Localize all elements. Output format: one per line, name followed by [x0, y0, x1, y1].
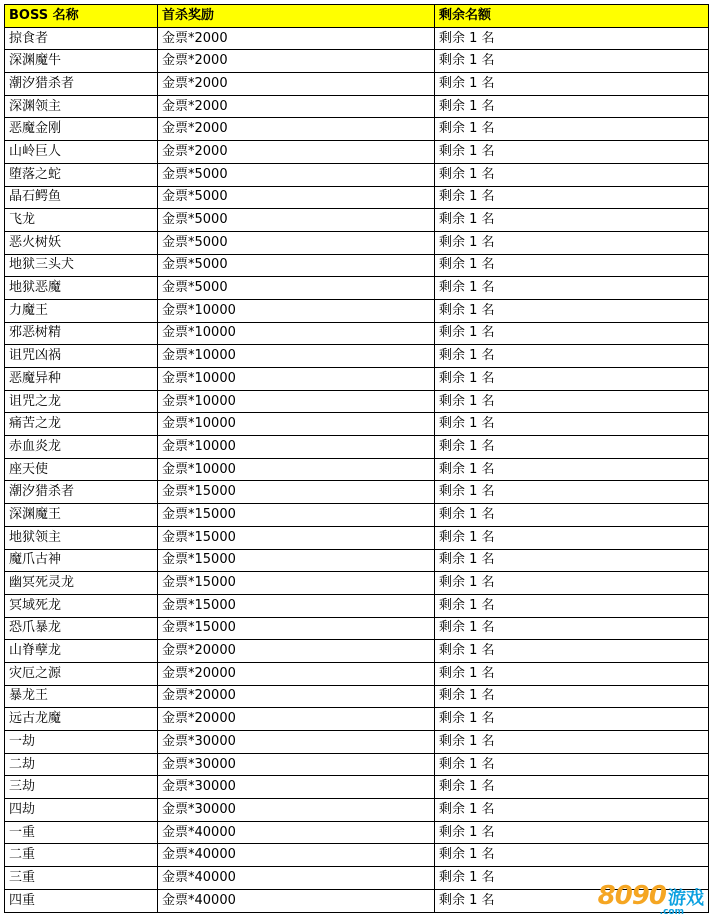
table-row — [5, 186, 709, 209]
quota-cell: 剩余 1 名 — [435, 753, 709, 776]
quota-cell: 剩余 1 名 — [435, 345, 709, 368]
quota-cell: 剩余 1 名 — [435, 708, 709, 731]
reward-cell: 金票*5000 — [158, 209, 435, 232]
reward-cell: 金票*15000 — [158, 481, 435, 504]
quota-cell: 剩余 1 名 — [435, 299, 709, 322]
reward-cell: 金票*2000 — [158, 141, 435, 164]
quota-cell: 剩余 1 名 — [435, 209, 709, 232]
table-row — [5, 776, 709, 799]
quota-cell: 剩余 1 名 — [435, 163, 709, 186]
quota-cell: 剩余 1 名 — [435, 186, 709, 209]
watermark-text: 游戏 — [668, 888, 704, 909]
reward-cell: 金票*2000 — [158, 50, 435, 73]
boss-name-cell: 力魔王 — [5, 299, 158, 322]
quota-cell: 剩余 1 名 — [435, 504, 709, 527]
boss-name-cell: 诅咒凶祸 — [5, 345, 158, 368]
quota-cell: 剩余 1 名 — [435, 458, 709, 481]
quota-cell: 剩余 1 名 — [435, 640, 709, 663]
quota-cell: 剩余 1 名 — [435, 390, 709, 413]
table-header-row — [5, 5, 709, 28]
quota-cell: 剩余 1 名 — [435, 685, 709, 708]
quota-cell: 剩余 1 名 — [435, 254, 709, 277]
quota-cell: 剩余 1 名 — [435, 27, 709, 50]
boss-name-cell: 潮汐猎杀者 — [5, 73, 158, 96]
reward-cell: 金票*15000 — [158, 549, 435, 572]
reward-cell: 金票*40000 — [158, 889, 435, 912]
table-row — [5, 572, 709, 595]
boss-name-cell: 四重 — [5, 889, 158, 912]
quota-cell: 剩余 1 名 — [435, 844, 709, 867]
table-row — [5, 481, 709, 504]
reward-cell: 金票*2000 — [158, 27, 435, 50]
reward-cell: 金票*10000 — [158, 390, 435, 413]
quota-cell: 剩余 1 名 — [435, 481, 709, 504]
boss-name-cell: 恶魔异种 — [5, 368, 158, 391]
reward-cell: 金票*15000 — [158, 526, 435, 549]
reward-cell: 金票*30000 — [158, 753, 435, 776]
header-first-kill-reward: 首杀奖励 — [158, 5, 435, 28]
site-logo-watermark — [597, 881, 704, 917]
boss-name-cell: 山脊孽龙 — [5, 640, 158, 663]
reward-cell: 金票*5000 — [158, 186, 435, 209]
table-row — [5, 413, 709, 436]
table-row — [5, 549, 709, 572]
watermark-digits: 8090 — [597, 881, 666, 911]
boss-name-cell: 赤血炎龙 — [5, 436, 158, 459]
reward-cell: 金票*10000 — [158, 322, 435, 345]
table-row — [5, 209, 709, 232]
reward-cell: 金票*2000 — [158, 95, 435, 118]
reward-cell: 金票*2000 — [158, 73, 435, 96]
quota-cell: 剩余 1 名 — [435, 413, 709, 436]
reward-cell: 金票*10000 — [158, 458, 435, 481]
boss-name-cell: 深渊魔牛 — [5, 50, 158, 73]
reward-cell: 金票*30000 — [158, 799, 435, 822]
table-row — [5, 254, 709, 277]
boss-name-cell: 潮汐猎杀者 — [5, 481, 158, 504]
table-row — [5, 368, 709, 391]
table-row — [5, 640, 709, 663]
boss-name-cell: 冥域死龙 — [5, 594, 158, 617]
boss-name-cell: 恶火树妖 — [5, 231, 158, 254]
quota-cell: 剩余 1 名 — [435, 436, 709, 459]
quota-cell: 剩余 1 名 — [435, 526, 709, 549]
table-row — [5, 118, 709, 141]
table-row — [5, 231, 709, 254]
quota-cell: 剩余 1 名 — [435, 322, 709, 345]
table-row — [5, 73, 709, 96]
table-row — [5, 708, 709, 731]
table-row — [5, 27, 709, 50]
quota-cell: 剩余 1 名 — [435, 50, 709, 73]
boss-name-cell: 深渊魔王 — [5, 504, 158, 527]
quota-cell: 剩余 1 名 — [435, 821, 709, 844]
boss-name-cell: 诅咒之龙 — [5, 390, 158, 413]
table-row — [5, 277, 709, 300]
quota-cell: 剩余 1 名 — [435, 731, 709, 754]
quota-cell: 剩余 1 名 — [435, 368, 709, 391]
boss-name-cell: 恶魔金刚 — [5, 118, 158, 141]
header-boss-name: BOSS 名称 — [5, 5, 158, 28]
table-row — [5, 617, 709, 640]
boss-name-cell: 一劫 — [5, 731, 158, 754]
header-remaining-quota: 剩余名额 — [435, 5, 709, 28]
boss-name-cell: 飞龙 — [5, 209, 158, 232]
table-row — [5, 526, 709, 549]
boss-name-cell: 一重 — [5, 821, 158, 844]
table-row — [5, 504, 709, 527]
quota-cell: 剩余 1 名 — [435, 776, 709, 799]
boss-name-cell: 灾厄之源 — [5, 662, 158, 685]
table-row — [5, 163, 709, 186]
reward-cell: 金票*20000 — [158, 708, 435, 731]
table-row — [5, 731, 709, 754]
reward-cell: 金票*10000 — [158, 299, 435, 322]
boss-name-cell: 掠食者 — [5, 27, 158, 50]
quota-cell: 剩余 1 名 — [435, 118, 709, 141]
table-row — [5, 50, 709, 73]
quota-cell: 剩余 1 名 — [435, 231, 709, 254]
boss-name-cell: 暴龙王 — [5, 685, 158, 708]
table-row — [5, 594, 709, 617]
table-row — [5, 753, 709, 776]
boss-name-cell: 远古龙魔 — [5, 708, 158, 731]
boss-name-cell: 恐爪暴龙 — [5, 617, 158, 640]
table-row — [5, 390, 709, 413]
quota-cell: 剩余 1 名 — [435, 549, 709, 572]
boss-name-cell: 地狱恶魔 — [5, 277, 158, 300]
quota-cell: 剩余 1 名 — [435, 277, 709, 300]
boss-name-cell: 山岭巨人 — [5, 141, 158, 164]
boss-name-cell: 二劫 — [5, 753, 158, 776]
reward-cell: 金票*40000 — [158, 821, 435, 844]
boss-name-cell: 地狱三头犬 — [5, 254, 158, 277]
boss-name-cell: 堕落之蛇 — [5, 163, 158, 186]
reward-cell: 金票*15000 — [158, 594, 435, 617]
table-row — [5, 436, 709, 459]
reward-cell: 金票*15000 — [158, 504, 435, 527]
boss-name-cell: 四劫 — [5, 799, 158, 822]
boss-name-cell: 地狱领主 — [5, 526, 158, 549]
table-row — [5, 322, 709, 345]
boss-name-cell: 座天使 — [5, 458, 158, 481]
watermark-domain: .com — [659, 907, 684, 917]
reward-cell: 金票*15000 — [158, 572, 435, 595]
reward-cell: 金票*20000 — [158, 662, 435, 685]
boss-name-cell: 三劫 — [5, 776, 158, 799]
table-row — [5, 458, 709, 481]
table-row — [5, 299, 709, 322]
boss-reward-table — [4, 4, 709, 913]
table-row — [5, 662, 709, 685]
table-row — [5, 95, 709, 118]
boss-name-cell: 三重 — [5, 867, 158, 890]
boss-name-cell: 二重 — [5, 844, 158, 867]
reward-cell: 金票*10000 — [158, 345, 435, 368]
reward-cell: 金票*5000 — [158, 231, 435, 254]
reward-cell: 金票*30000 — [158, 731, 435, 754]
table-row — [5, 141, 709, 164]
boss-name-cell: 深渊领主 — [5, 95, 158, 118]
quota-cell: 剩余 1 名 — [435, 95, 709, 118]
quota-cell: 剩余 1 名 — [435, 799, 709, 822]
reward-cell: 金票*2000 — [158, 118, 435, 141]
reward-cell: 金票*15000 — [158, 617, 435, 640]
quota-cell: 剩余 1 名 — [435, 867, 709, 890]
table-row — [5, 844, 709, 867]
reward-cell: 金票*10000 — [158, 368, 435, 391]
reward-cell: 金票*10000 — [158, 436, 435, 459]
quota-cell: 剩余 1 名 — [435, 73, 709, 96]
reward-cell: 金票*20000 — [158, 685, 435, 708]
table-row — [5, 345, 709, 368]
reward-cell: 金票*5000 — [158, 277, 435, 300]
boss-name-cell: 痛苦之龙 — [5, 413, 158, 436]
reward-cell: 金票*10000 — [158, 413, 435, 436]
boss-name-cell: 邪恶树精 — [5, 322, 158, 345]
reward-cell: 金票*40000 — [158, 867, 435, 890]
reward-cell: 金票*40000 — [158, 844, 435, 867]
boss-name-cell: 晶石鳄鱼 — [5, 186, 158, 209]
reward-cell: 金票*30000 — [158, 776, 435, 799]
boss-name-cell: 幽冥死灵龙 — [5, 572, 158, 595]
table-row — [5, 799, 709, 822]
reward-cell: 金票*5000 — [158, 163, 435, 186]
quota-cell: 剩余 1 名 — [435, 662, 709, 685]
quota-cell: 剩余 1 名 — [435, 572, 709, 595]
table-row — [5, 821, 709, 844]
quota-cell: 剩余 1 名 — [435, 141, 709, 164]
boss-name-cell: 魔爪古神 — [5, 549, 158, 572]
quota-cell: 剩余 1 名 — [435, 889, 709, 912]
reward-cell: 金票*5000 — [158, 254, 435, 277]
reward-cell: 金票*20000 — [158, 640, 435, 663]
quota-cell: 剩余 1 名 — [435, 617, 709, 640]
table-row — [5, 685, 709, 708]
quota-cell: 剩余 1 名 — [435, 594, 709, 617]
